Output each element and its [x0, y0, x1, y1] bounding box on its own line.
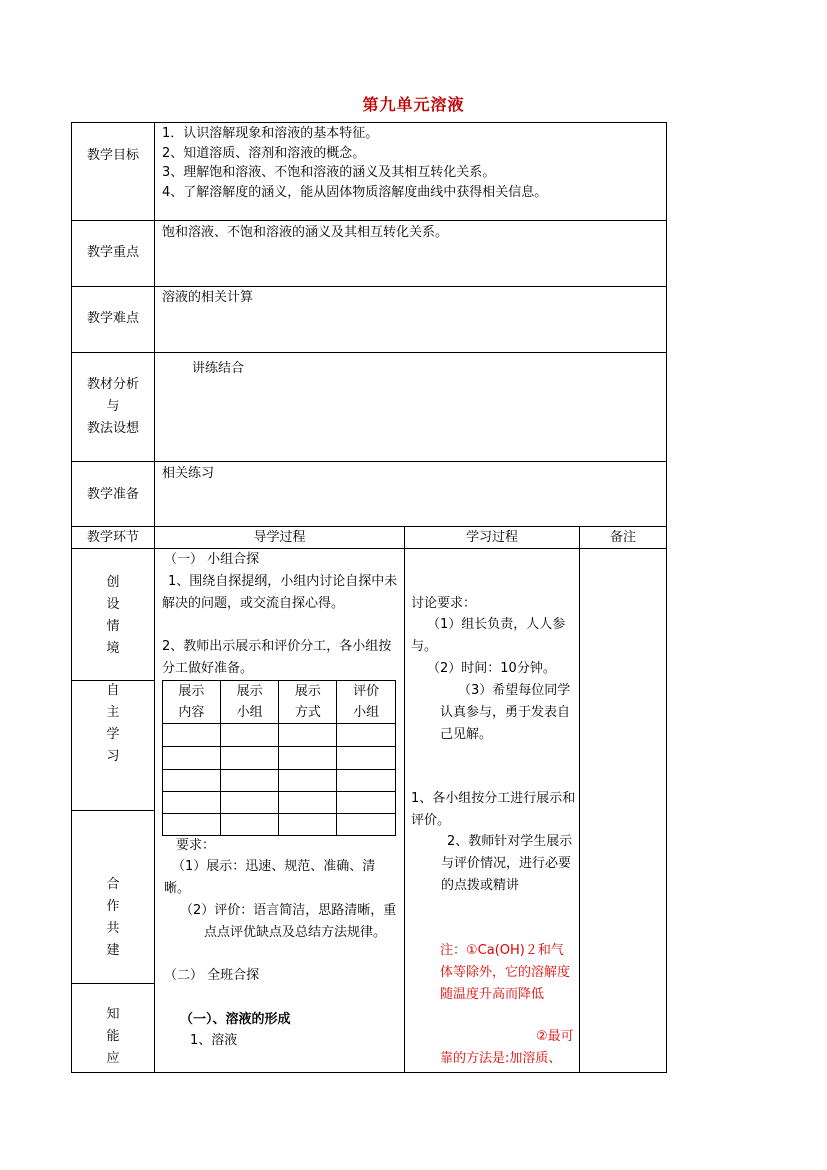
guide-heading: （一）、溶液的形成 [180, 1012, 291, 1027]
requirements-title: 要求： [176, 838, 216, 853]
stage-char: 作 [106, 899, 120, 914]
stage-char: 应 [106, 1051, 120, 1066]
header-notes: 备注 [609, 530, 636, 545]
stage-cooperate [72, 874, 154, 962]
stage-char: 能 [106, 1029, 120, 1044]
goal-item: 4、了解溶解度的涵义，能从固体物质溶解度曲线中获得相关信息。 [162, 184, 548, 200]
difficulty-label: 教学难点 [86, 311, 139, 326]
analysis-label-line: 教材分析 [86, 377, 139, 392]
analysis-text: 讲练结合 [192, 361, 245, 376]
table-row [163, 770, 396, 792]
stage-char: 自 [106, 683, 120, 698]
header-learn: 学习过程 [465, 530, 518, 545]
analysis-label-line: 教法设想 [86, 421, 139, 436]
stage-char: 创 [106, 575, 120, 590]
analysis-label-line: 与 [106, 399, 120, 414]
guide-section-1: （一） 小组合探 [164, 552, 260, 567]
goals-list [162, 124, 662, 202]
goals-label: 教学目标 [86, 148, 139, 163]
note-text: 注：①Ca(OH)２和气体等除外，它的溶解度随温度升高而降低 [440, 943, 571, 1002]
stage-char: 学 [106, 727, 120, 742]
assignment-table [162, 680, 396, 836]
requirement-item: （2）评价：语言简洁，思路清晰，重点点评优缺点及总结方法规律。 [180, 903, 397, 940]
step-item: 2、教师针对学生展示与评价情况，进行必要的点拨或精讲 [441, 834, 573, 893]
guide-paragraph: 1、围绕自探提纲，小组内讨论自探中未解决的问题，或交流自探心得。 [162, 574, 398, 611]
stage-char: 共 [106, 921, 120, 936]
table-header-cell: 评价 小组 [337, 681, 396, 724]
stage-char: 设 [106, 597, 120, 612]
stage-char: 合 [106, 877, 120, 892]
table-header-cell: 展示 小组 [220, 681, 279, 724]
key-label: 教学重点 [86, 245, 139, 260]
stage-char: 建 [106, 943, 120, 958]
difficulty-text: 溶液的相关计算 [162, 290, 254, 305]
stage-char: 境 [106, 641, 120, 656]
prep-text: 相关练习 [162, 466, 215, 481]
stage-self-study [72, 680, 154, 768]
stage-apply [72, 1004, 154, 1070]
goal-item: 2、知道溶质、溶剂和溶液的概念。 [162, 145, 366, 161]
discussion-item: （1）组长负责，人人参与。 [411, 617, 566, 654]
goal-item: 1．认识溶解现象和溶液的基本特征。 [162, 126, 379, 141]
step-item: 1、各小组按分工进行展示和评价。 [411, 791, 576, 828]
requirement-item: （1）展示：迅速、规范、准确、清晰。 [164, 859, 376, 896]
stage-char: 情 [106, 619, 120, 634]
discussion-item: （2）时间：10分钟。 [427, 661, 556, 676]
table-row [163, 724, 396, 747]
goal-item: 3、理解饱和溶液、不饱和溶液的涵义及其相互转化关系。 [162, 165, 496, 180]
guide-item: 1、溶液 [190, 1033, 238, 1048]
key-text: 饱和溶液、不饱和溶液的涵义及其相互转化关系。 [162, 225, 449, 240]
table-row [163, 792, 396, 814]
discussion-item: （3）希望每位同学认真参与，勇于发表自己见解。 [440, 683, 571, 742]
stage-char: 知 [106, 1007, 120, 1022]
table-row [163, 747, 396, 770]
guide-section-2: （二） 全班合探 [164, 968, 260, 983]
analysis-label [72, 374, 154, 440]
stage-char: 主 [106, 705, 120, 720]
guide-paragraph: 2、教师出示展示和评价分工，各小组按分工做好准备。 [162, 639, 392, 676]
document-title: 第九单元溶液 [362, 95, 465, 114]
header-stage: 教学环节 [86, 530, 139, 545]
header-guide: 导学过程 [253, 530, 306, 545]
table-header-cell: 展示 内容 [163, 681, 221, 724]
discussion-title: 讨论要求： [411, 596, 477, 611]
stage-create-situation [72, 572, 154, 660]
stage-char: 习 [106, 749, 120, 764]
note-text: ②最可靠的方法是:加溶质、 [440, 1029, 574, 1066]
table-row [163, 814, 396, 836]
table-header-cell: 展示 方式 [279, 681, 337, 724]
prep-label: 教学准备 [86, 487, 139, 502]
